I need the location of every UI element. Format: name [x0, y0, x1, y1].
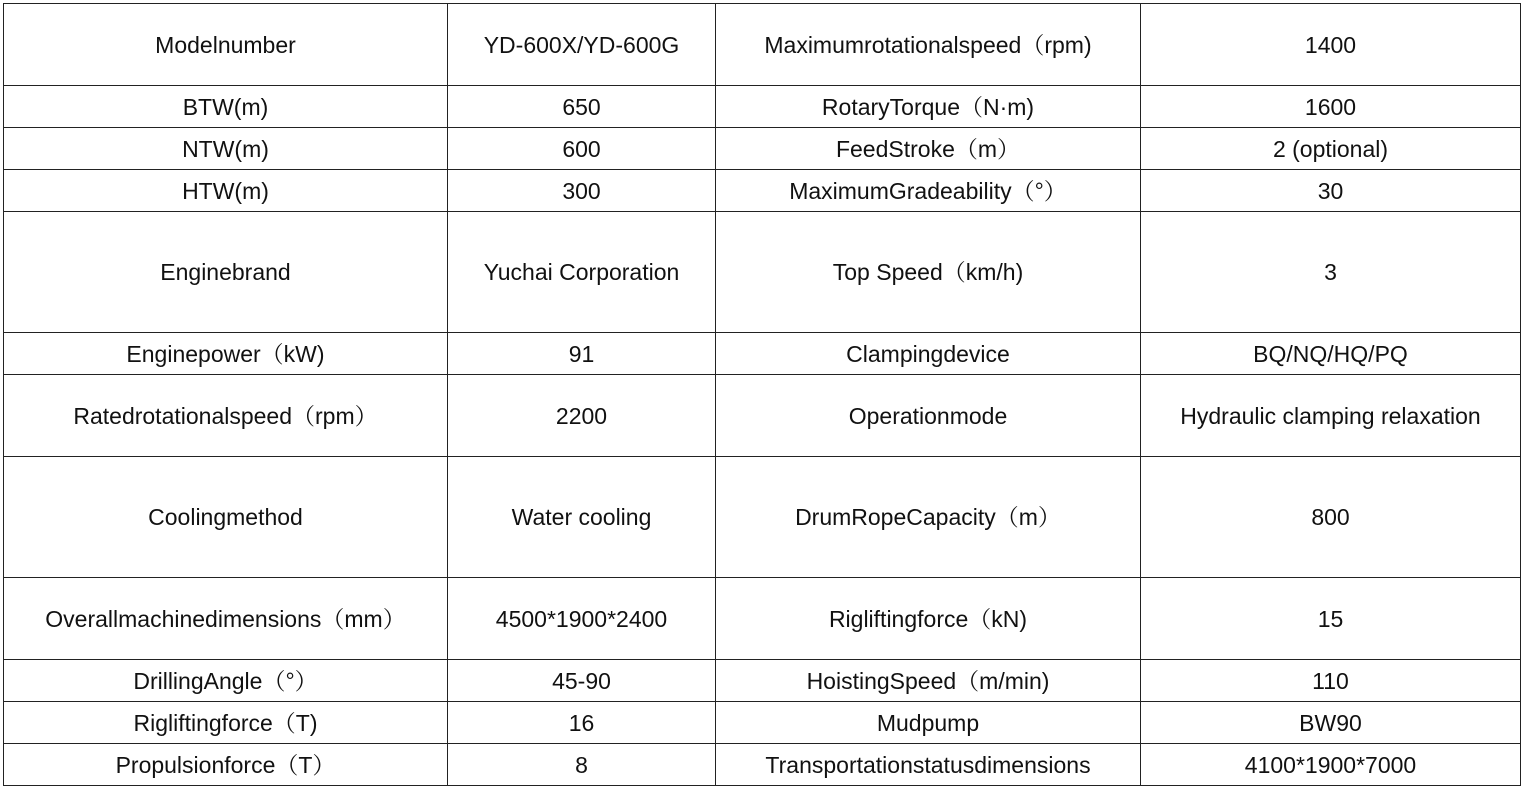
- param-name-1: Enginebrand: [4, 212, 448, 333]
- param-name-1: HTW(m): [4, 170, 448, 212]
- spec-table: [3, 3, 1521, 786]
- table-row: [4, 457, 1521, 578]
- param-name-1: Propulsionforce（T）: [4, 744, 448, 786]
- table-row: [4, 170, 1521, 212]
- param-name-2: Operationmode: [716, 375, 1141, 457]
- table-row: [4, 4, 1521, 86]
- table-row: [4, 744, 1521, 786]
- param-name-2: HoistingSpeed（m/min): [716, 660, 1141, 702]
- table-row: [4, 578, 1521, 660]
- param-value-2: BW90: [1141, 702, 1521, 744]
- param-name-2: Transportationstatusdimensions: [716, 744, 1141, 786]
- param-name-2: MaximumGradeability（°）: [716, 170, 1141, 212]
- param-value-1: Water cooling: [448, 457, 716, 578]
- table-row: [4, 660, 1521, 702]
- param-value-1: 4500*1900*2400: [448, 578, 716, 660]
- param-value-2: 4100*1900*7000: [1141, 744, 1521, 786]
- param-name-2: Maximumrotationalspeed（rpm): [716, 4, 1141, 86]
- param-name-2: Mudpump: [716, 702, 1141, 744]
- param-name-1: Overallmachinedimensions（mm）: [4, 578, 448, 660]
- param-value-1: 600: [448, 128, 716, 170]
- param-value-1: Yuchai Corporation: [448, 212, 716, 333]
- param-name-1: NTW(m): [4, 128, 448, 170]
- table-row: [4, 375, 1521, 457]
- param-value-2: 800: [1141, 457, 1521, 578]
- param-name-2: Top Speed（km/h): [716, 212, 1141, 333]
- table-row: [4, 212, 1521, 333]
- param-name-2: DrumRopeCapacity（m）: [716, 457, 1141, 578]
- table-row: [4, 702, 1521, 744]
- param-name-2: Rigliftingforce（kN): [716, 578, 1141, 660]
- param-value-1: 16: [448, 702, 716, 744]
- param-name-2: FeedStroke（m）: [716, 128, 1141, 170]
- param-name-1: DrillingAngle（°）: [4, 660, 448, 702]
- table-row: [4, 128, 1521, 170]
- param-value-2: Hydraulic clamping relaxation: [1141, 375, 1521, 457]
- param-name-1: Coolingmethod: [4, 457, 448, 578]
- param-name-1: BTW(m): [4, 86, 448, 128]
- table-row: [4, 86, 1521, 128]
- param-name-1: Ratedrotationalspeed（rpm）: [4, 375, 448, 457]
- table-row: [4, 333, 1521, 375]
- param-value-1: 2200: [448, 375, 716, 457]
- param-value-2: 30: [1141, 170, 1521, 212]
- param-name-1: Rigliftingforce（T): [4, 702, 448, 744]
- param-name-2: Clampingdevice: [716, 333, 1141, 375]
- param-value-1: 91: [448, 333, 716, 375]
- param-value-2: BQ/NQ/HQ/PQ: [1141, 333, 1521, 375]
- param-value-1: YD-600X/YD-600G: [448, 4, 716, 86]
- param-name-2: RotaryTorque（N·m): [716, 86, 1141, 128]
- param-name-1: Enginepower（kW): [4, 333, 448, 375]
- param-value-1: 300: [448, 170, 716, 212]
- param-name-1: Modelnumber: [4, 4, 448, 86]
- param-value-2: 2 (optional): [1141, 128, 1521, 170]
- param-value-2: 15: [1141, 578, 1521, 660]
- param-value-1: 45-90: [448, 660, 716, 702]
- param-value-2: 110: [1141, 660, 1521, 702]
- param-value-1: 8: [448, 744, 716, 786]
- param-value-2: 1400: [1141, 4, 1521, 86]
- param-value-2: 1600: [1141, 86, 1521, 128]
- param-value-2: 3: [1141, 212, 1521, 333]
- param-value-1: 650: [448, 86, 716, 128]
